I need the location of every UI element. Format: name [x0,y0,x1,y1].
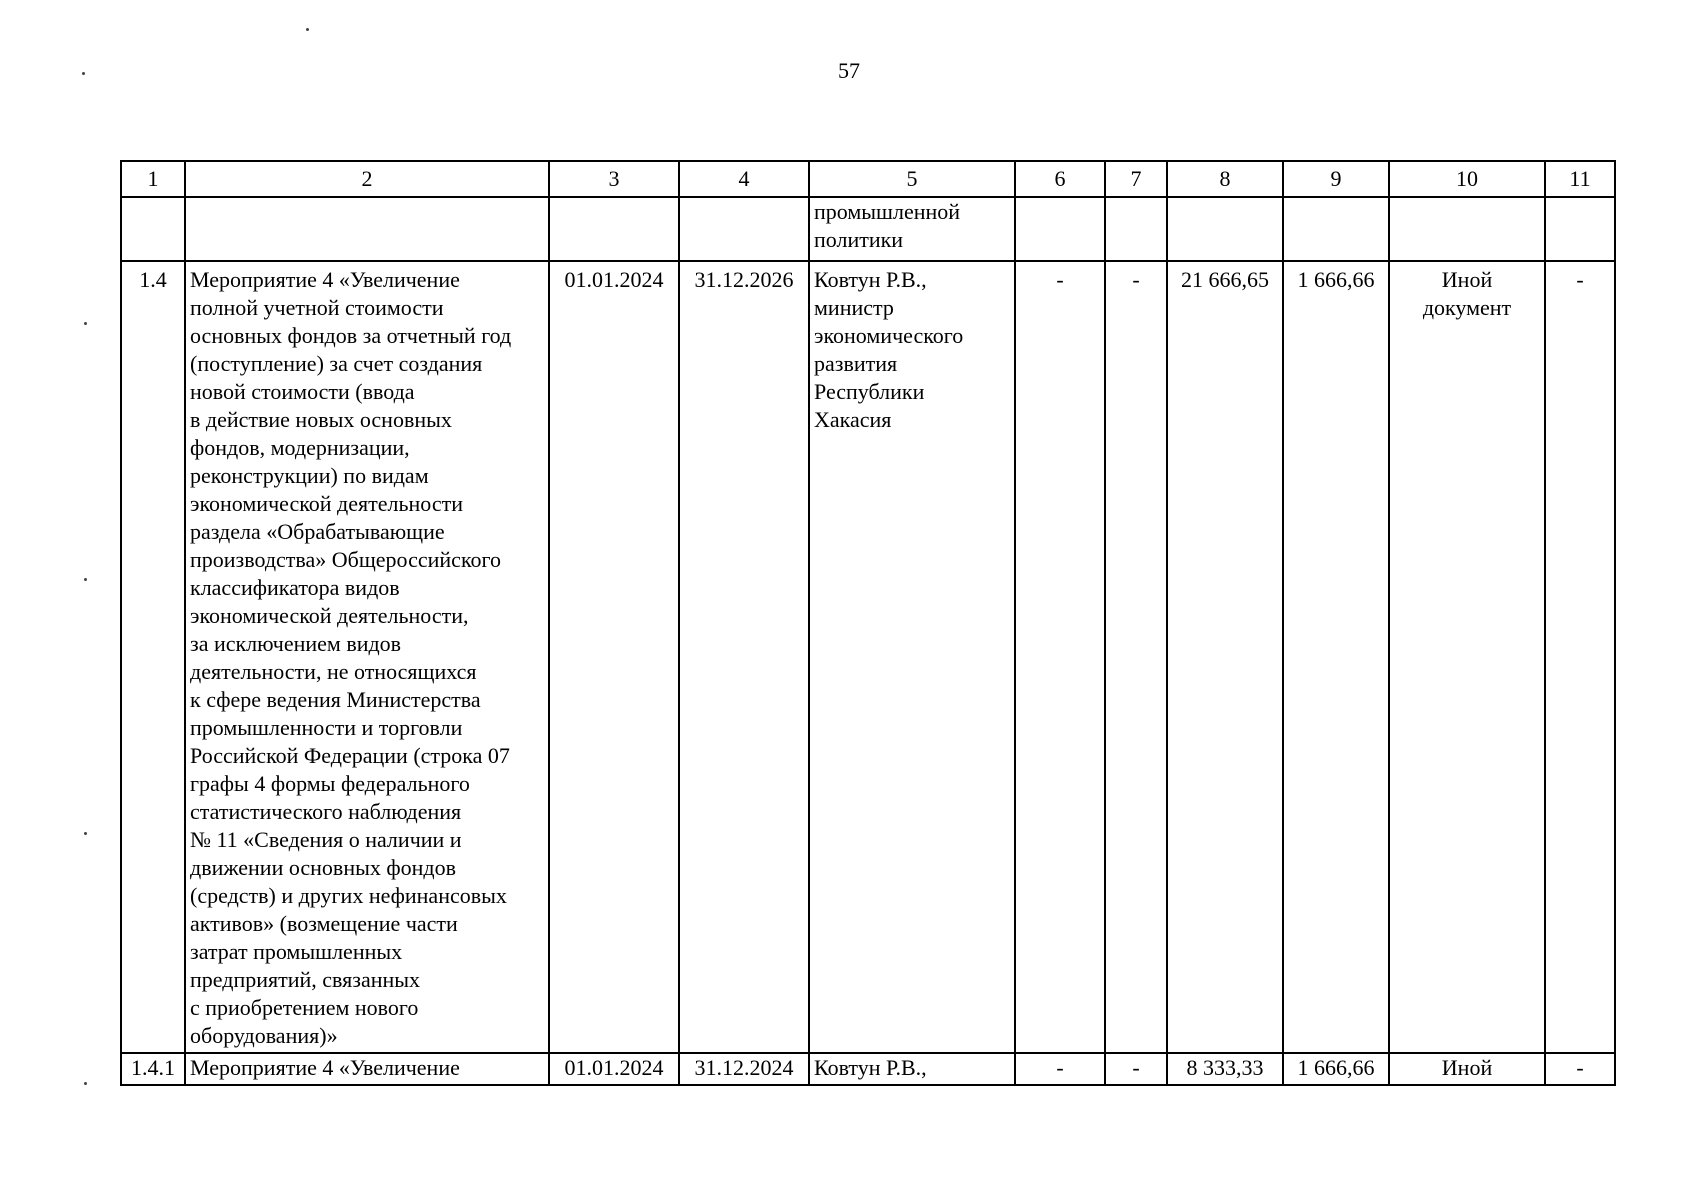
row-number [121,197,185,261]
activity-name: Мероприятие 4 «Увеличение полной учетной стоимости основных фондов за отчетный год (поступление) за счет создания новой стоимости (ввода в действие новых основных фондов, модернизации, реконструкции) по видам экономической деятельности раздела «Обрабатывающие производства» Общероссийского классификатора видов экономической деятельности, за исключением видов деятельности, не относящихся к сфере ведения Министерства промышленности и торговли Российской Федерации (строка 07 графы 4 формы федерального статистического наблюдения № 11 «Сведения о наличии и движении основных фондов (средств) и других нефинансовых активов» (возмещение части затрат промышленных предприятий, связанных с приобретением нового оборудования)» [185,261,549,1053]
end-date: 31.12.2026 [679,261,809,1053]
activity-name [185,197,549,261]
responsible-person: промышленной политики [809,197,1015,261]
column-header: 3 [549,161,679,197]
cell-col9 [1283,197,1389,261]
scan-speck [84,322,87,325]
start-date: 01.01.2024 [549,1053,679,1085]
end-date [679,197,809,261]
cell-col9: 1 666,66 [1283,261,1389,1053]
row-number: 1.4.1 [121,1053,185,1085]
cell-col10: Иной [1389,1053,1545,1085]
cell-col7: - [1105,261,1167,1053]
column-header: 4 [679,161,809,197]
activity-name: Мероприятие 4 «Увеличение [185,1053,549,1085]
responsible-person: Ковтун Р.В., [809,1053,1015,1085]
table-row [121,197,1615,261]
column-header: 11 [1545,161,1615,197]
cell-col8: 8 333,33 [1167,1053,1283,1085]
cell-col11: - [1545,1053,1615,1085]
responsible-person: Ковтун Р.В., министр экономического развития Республики Хакасия [809,261,1015,1053]
row-number: 1.4 [121,261,185,1053]
cell-col8: 21 666,65 [1167,261,1283,1053]
page-number: 57 [838,58,860,83]
cell-col7: - [1105,1053,1167,1085]
cell-col10: Иной документ [1389,261,1545,1053]
table-row [121,261,1615,1053]
cell-col11: - [1545,261,1615,1053]
scan-speck [306,28,309,31]
end-date: 31.12.2024 [679,1053,809,1085]
activities-table [120,160,1616,1086]
column-header: 7 [1105,161,1167,197]
column-header: 2 [185,161,549,197]
column-header: 9 [1283,161,1389,197]
table-row [121,1053,1615,1085]
start-date [549,197,679,261]
cell-col10 [1389,197,1545,261]
cell-col9: 1 666,66 [1283,1053,1389,1085]
cell-col8 [1167,197,1283,261]
column-header: 10 [1389,161,1545,197]
cell-col6 [1015,197,1105,261]
scan-speck [84,1082,87,1085]
column-header: 6 [1015,161,1105,197]
cell-col11 [1545,197,1615,261]
cell-col6: - [1015,1053,1105,1085]
column-number-row [121,161,1615,197]
scan-speck [84,832,87,835]
scan-speck [84,578,87,581]
scan-speck [82,72,85,75]
column-header: 5 [809,161,1015,197]
start-date: 01.01.2024 [549,261,679,1053]
cell-col7 [1105,197,1167,261]
column-header: 8 [1167,161,1283,197]
column-header: 1 [121,161,185,197]
cell-col6: - [1015,261,1105,1053]
